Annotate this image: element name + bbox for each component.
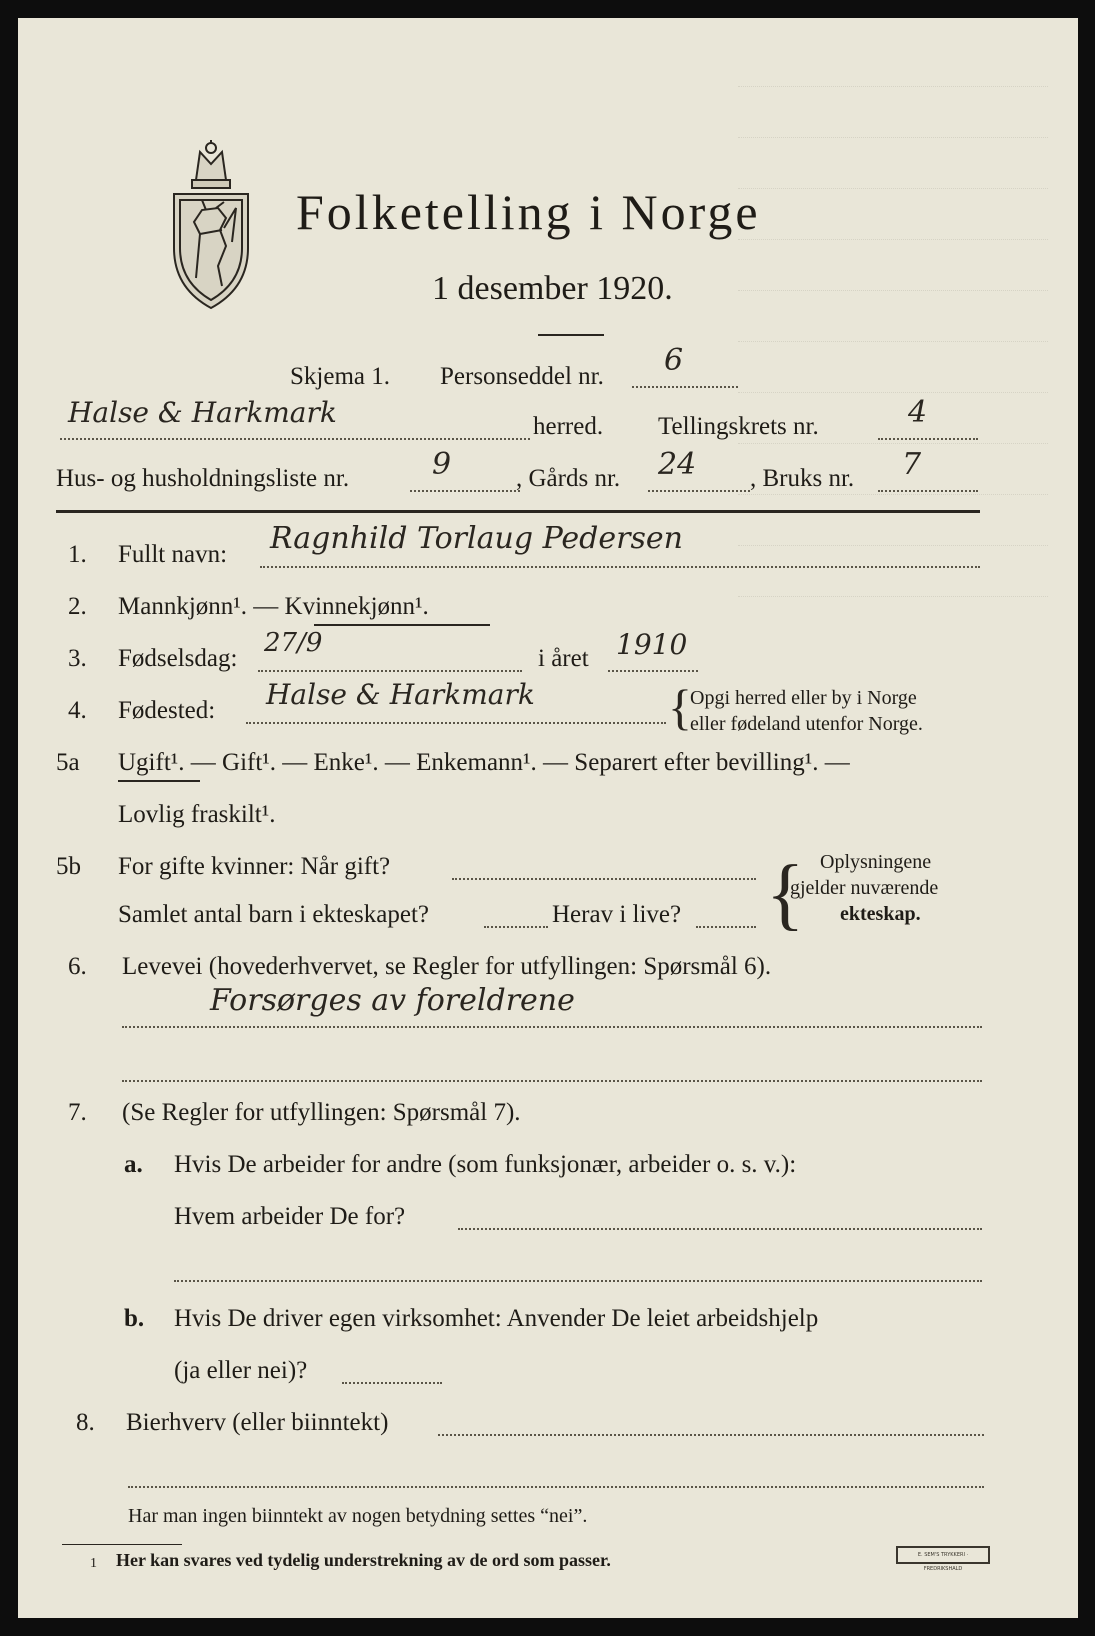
- gards-line: [648, 490, 750, 492]
- herred-line: [60, 438, 530, 440]
- skjema-label: Skjema 1.: [290, 363, 390, 390]
- q6-label: Levevei (hovederhvervet, se Regler for utfyllingen: Spørsmål 6).: [122, 953, 772, 980]
- q3-label: Fødselsdag:: [118, 645, 238, 672]
- q2-number: 2.: [68, 593, 87, 620]
- q7b-answer-line: [342, 1382, 442, 1384]
- q3-year-label: i året: [538, 645, 589, 672]
- q5a-ugift-underline: [118, 780, 200, 782]
- q6-line2: [122, 1080, 982, 1082]
- occupation-value[interactable]: Forsørges av foreldrene: [210, 983, 575, 1018]
- q7a-employer-label: Hvem arbeider De for?: [174, 1203, 406, 1230]
- q4-line: [246, 722, 666, 724]
- personseddel-label: Personseddel nr.: [440, 363, 604, 390]
- q7-number: 7.: [68, 1099, 87, 1126]
- personseddel-value[interactable]: 6: [664, 343, 684, 378]
- q5b-note-line2: gjelder nuværende: [790, 877, 939, 899]
- q5b-children-line: [484, 926, 548, 928]
- q7a-letter: a.: [124, 1151, 143, 1178]
- census-form-sheet: [18, 18, 1078, 1618]
- printer-stamp-text: E. SEM'S TRYKKERI · FREDRIKSHALD: [917, 1552, 969, 1572]
- q1-line: [260, 566, 980, 568]
- q5b-alive-label: Herav i live?: [552, 901, 682, 928]
- birth-date-value[interactable]: 27/9: [264, 628, 323, 658]
- tellingskrets-line: [878, 438, 978, 440]
- gards-value[interactable]: 24: [658, 447, 697, 482]
- bleed-through-texture: [738, 58, 1048, 678]
- norwegian-coat-of-arms-icon: [166, 138, 256, 310]
- q8-line2: [128, 1486, 984, 1488]
- q8-line1: [438, 1434, 984, 1436]
- q5a-number: 5a: [56, 749, 80, 776]
- q5b-married-when-line: [452, 878, 756, 880]
- q1-number: 1.: [68, 541, 87, 568]
- q5b-note-brace: {: [766, 850, 805, 938]
- q4-label: Fødested:: [118, 697, 216, 724]
- q7-label: (Se Regler for utfyllingen: Spørsmål 7).: [122, 1099, 521, 1126]
- form-title: Folketelling i Norge: [296, 184, 761, 240]
- q4-note-brace: {: [668, 679, 692, 735]
- birthplace-value[interactable]: Halse & Harkmark: [266, 678, 535, 711]
- q1-label: Fullt navn:: [118, 541, 228, 568]
- husliste-line: [410, 490, 520, 492]
- q4-note-line1: Opgi herred eller by i Norge: [690, 687, 917, 709]
- q5a-options-line1[interactable]: Ugift¹. — Gift¹. — Enke¹. — Enkemann¹. — Separert efter bevilling¹. —: [118, 749, 850, 776]
- q7b-line1: Hvis De driver egen virksomhet: Anvender De leiet arbeidshjelp: [174, 1305, 819, 1332]
- q5b-note-line3: ekteskap.: [840, 903, 921, 925]
- form-date: 1 desember 1920.: [432, 270, 673, 307]
- q8-number: 8.: [76, 1409, 95, 1436]
- q6-number: 6.: [68, 953, 87, 980]
- husliste-value[interactable]: 9: [432, 447, 452, 482]
- bruks-line: [878, 490, 978, 492]
- herred-value[interactable]: Halse & Harkmark: [68, 396, 337, 429]
- q7a-employer-line: [458, 1228, 982, 1230]
- q6-line1: [122, 1026, 982, 1028]
- q4-number: 4.: [68, 697, 87, 724]
- q4-note-line2: eller fødeland utenfor Norge.: [690, 713, 923, 735]
- header-divider: [56, 510, 980, 513]
- q7a-line1: Hvis De arbeider for andre (som funksjonær, arbeider o. s. v.):: [174, 1151, 797, 1178]
- q3-year-line: [608, 670, 698, 672]
- q7b-answer-label: (ja eller nei)?: [174, 1357, 308, 1384]
- q3-number: 3.: [68, 645, 87, 672]
- q8-label: Bierhverv (eller biinntekt): [126, 1409, 389, 1436]
- q5b-children-label: Samlet antal barn i ekteskapet?: [118, 901, 429, 928]
- footnote-divider: [62, 1544, 182, 1545]
- printer-stamp: [896, 1546, 990, 1572]
- q5b-married-when-label: For gifte kvinner: Når gift?: [118, 853, 391, 880]
- gards-label: , Gårds nr.: [516, 465, 621, 492]
- herred-label: herred.: [533, 413, 604, 440]
- q5b-alive-line: [696, 926, 756, 928]
- bruks-label: , Bruks nr.: [750, 465, 855, 492]
- husliste-label: Hus- og husholdningsliste nr.: [56, 465, 350, 492]
- footnote-text: Her kan svares ved tydelig understrekning av de ord som passer.: [116, 1550, 611, 1570]
- q5b-number: 5b: [56, 853, 81, 880]
- q2-gender-options[interactable]: Mannkjønn¹. — Kvinnekjønn¹.: [118, 593, 429, 620]
- personseddel-line: [632, 386, 738, 388]
- q3-line: [258, 670, 522, 672]
- q2-kvinnekjonn-underline: [314, 624, 490, 626]
- q8-note: Har man ingen biinntekt av nogen betydning settes “nei”.: [128, 1505, 588, 1527]
- q5a-options-line2[interactable]: Lovlig fraskilt¹.: [118, 801, 276, 828]
- title-divider: [538, 334, 604, 336]
- footnote-mark: 1: [90, 1556, 97, 1571]
- q7b-letter: b.: [124, 1305, 145, 1332]
- q5b-note-line1: Oplysningene: [820, 851, 932, 873]
- tellingskrets-label: Tellingskrets nr.: [658, 413, 819, 440]
- q7a-extra-line: [174, 1280, 982, 1282]
- tellingskrets-value[interactable]: 4: [908, 395, 928, 430]
- bruks-value[interactable]: 7: [902, 447, 922, 482]
- full-name-value[interactable]: Ragnhild Torlaug Pedersen: [270, 521, 683, 556]
- birth-year-value[interactable]: 1910: [616, 628, 688, 661]
